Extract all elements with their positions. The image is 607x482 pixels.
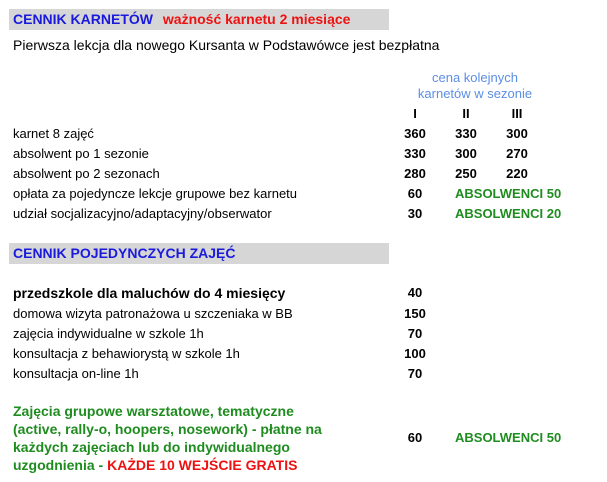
karnet-row-price-3: 300 bbox=[506, 126, 528, 141]
absolwent2-row-price-1: 280 bbox=[404, 166, 426, 181]
absolwent1-row-label: absolwent po 1 sezonie bbox=[13, 146, 149, 161]
absolwent1-row-price-3: 270 bbox=[506, 146, 528, 161]
karnety-validity: ważność karnetu 2 miesiące bbox=[162, 11, 351, 27]
group-workshop-line1: Zajęcia grupowe warsztatowe, tematyczne bbox=[13, 403, 294, 419]
socialization-row-label: udział socjalizacyjno/adaptacyjny/obserwator bbox=[13, 206, 272, 221]
behaviorist-row-label: konsultacja z behawiorystą w szkole 1h bbox=[13, 346, 240, 361]
group-workshop-line4 bbox=[13, 457, 297, 473]
karnety-title: CENNIK KARNETÓW bbox=[13, 11, 153, 27]
absolwent2-row-price-3: 220 bbox=[506, 166, 528, 181]
single-lesson-row-price: 60 bbox=[407, 186, 423, 201]
preschool-row-price: 40 bbox=[407, 285, 423, 300]
single-lesson-row-note: ABSOLWENCI 50 bbox=[455, 186, 562, 201]
single-lesson-row-label: opłata za pojedyncze lekcje grupowe bez karnetu bbox=[13, 186, 298, 201]
preschool-row-label: przedszkole dla maluchów do 4 miesięcy bbox=[13, 285, 286, 301]
group-workshop-line3: każdych zajęciach lub do indywidualnego bbox=[13, 439, 290, 455]
intro-text: Pierwsza lekcja dla nowego Kursanta w Podstawówce jest bezpłatna bbox=[13, 37, 440, 53]
karnet-row-price-2: 330 bbox=[455, 126, 477, 141]
individual-row-label: zajęcia indywidualne w szkole 1h bbox=[13, 326, 204, 341]
home-visit-row-price: 150 bbox=[404, 306, 426, 321]
absolwent2-row-price-2: 250 bbox=[455, 166, 477, 181]
next-price-header-line1: cena kolejnych bbox=[432, 70, 518, 85]
roman-header-1: I bbox=[413, 106, 417, 121]
group-workshop-note: ABSOLWENCI 50 bbox=[455, 430, 562, 445]
next-price-header-line2: karnetów w sezonie bbox=[417, 86, 533, 101]
online-row-price: 70 bbox=[407, 366, 423, 381]
online-row-label: konsultacja on-line 1h bbox=[13, 366, 139, 381]
individual-row-price: 70 bbox=[407, 326, 423, 341]
group-workshop-line2: (active, rally-o, hoopers, nosework) - płatne na bbox=[13, 421, 322, 437]
free-entry-highlight: KAŻDE 10 WEJŚCIE GRATIS bbox=[107, 457, 298, 473]
karnet-row-label: karnet 8 zajęć bbox=[13, 126, 94, 141]
group-workshop-line4-text: uzgodnienia - bbox=[13, 457, 108, 473]
socialization-row-price: 30 bbox=[407, 206, 423, 221]
absolwent1-row-price-2: 300 bbox=[455, 146, 477, 161]
socialization-row-note: ABSOLWENCI 20 bbox=[455, 206, 562, 221]
absolwent2-row-label: absolwent po 2 sezonach bbox=[13, 166, 160, 181]
roman-header-2: II bbox=[462, 106, 470, 121]
behaviorist-row-price: 100 bbox=[404, 346, 426, 361]
absolwent1-row-price-1: 330 bbox=[404, 146, 426, 161]
roman-header-3: III bbox=[511, 106, 523, 121]
home-visit-row-label: domowa wizyta patronażowa u szczeniaka w BB bbox=[13, 306, 293, 321]
karnet-row-price-1: 360 bbox=[404, 126, 426, 141]
karnety-heading bbox=[13, 11, 350, 27]
single-classes-title: CENNIK POJEDYNCZYCH ZAJĘĆ bbox=[13, 245, 236, 261]
group-workshop-price: 60 bbox=[407, 430, 423, 445]
